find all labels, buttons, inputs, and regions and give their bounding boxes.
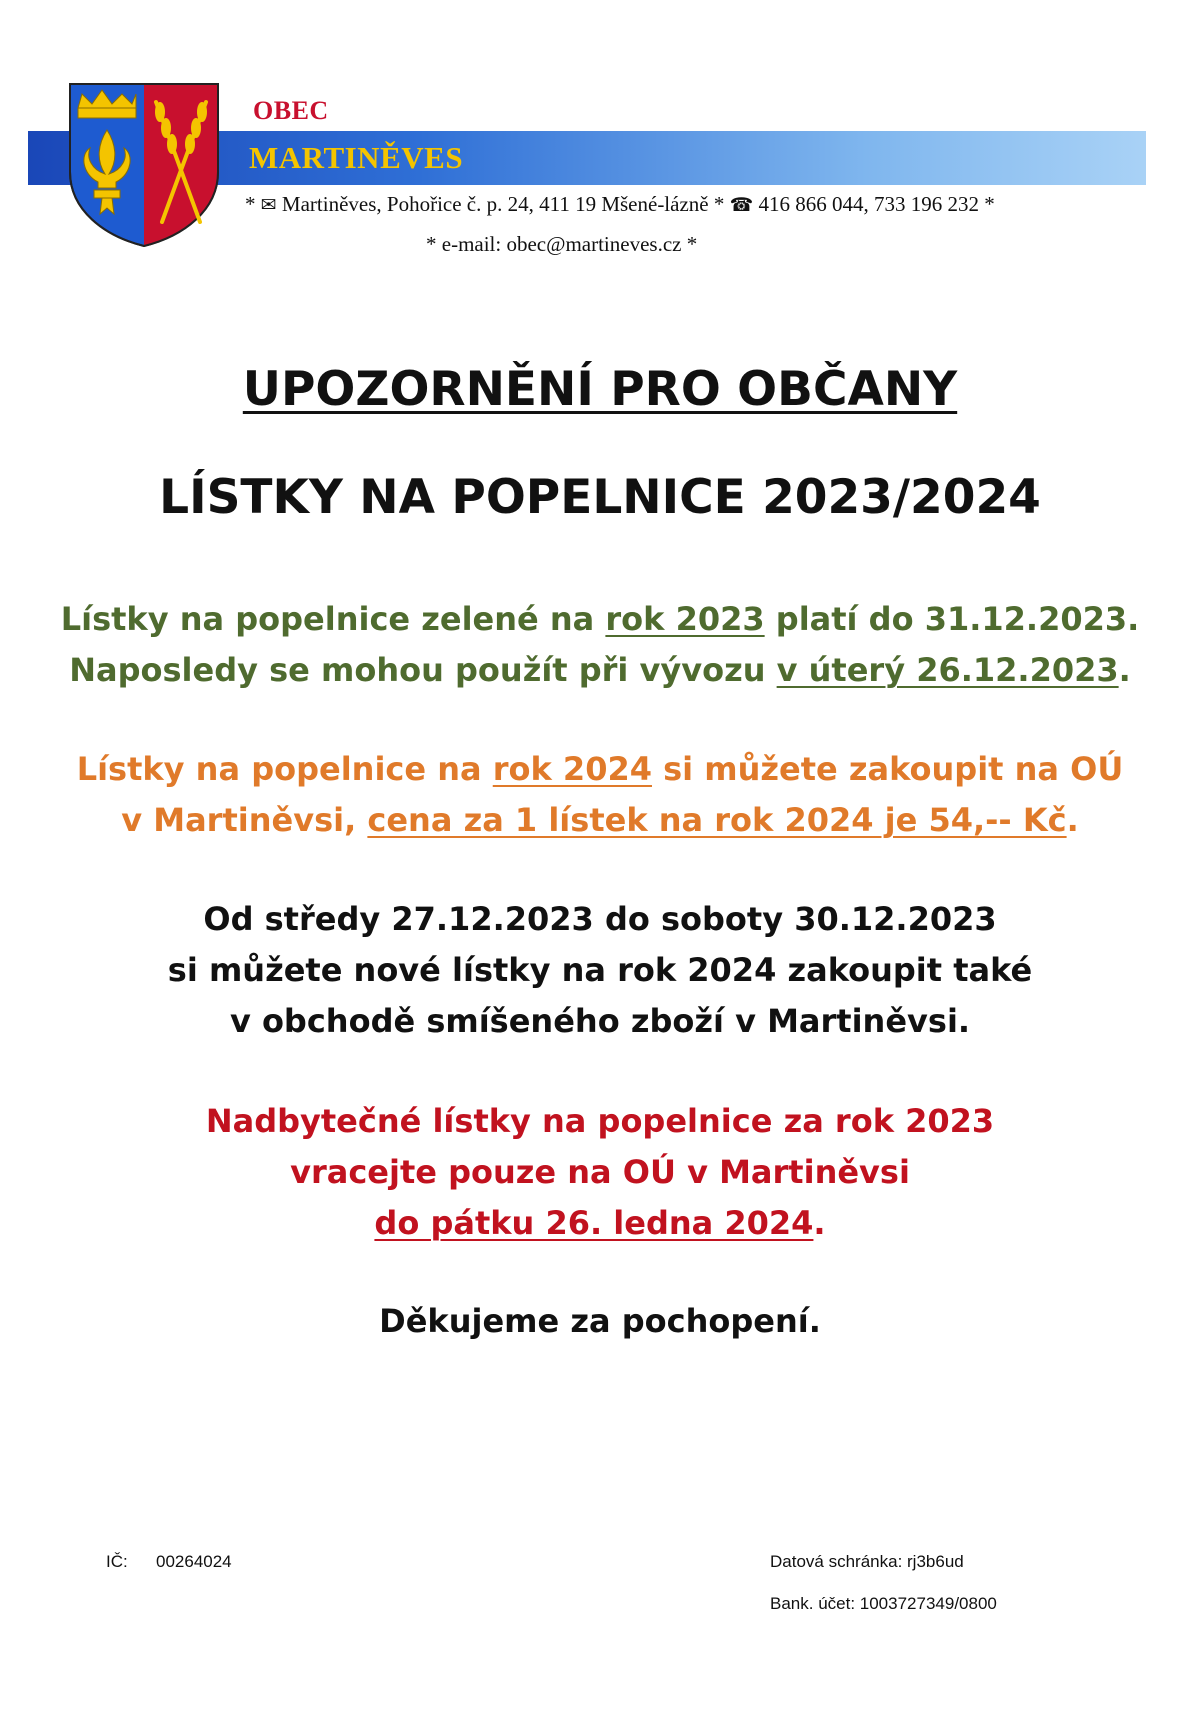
envelope-icon: ✉ (260, 194, 277, 216)
paragraph-return-tickets: Nadbytečné lístky na popelnice za rok 2023 vracejte pouze na OÚ v Martiněvsi do pátku 26. ledna 2024. (205, 1102, 995, 1242)
address-text: Martiněves, Pohořice č. p. 24, 411 19 Mšené-lázně * (281, 192, 730, 216)
paragraph-2024-purchase: Lístky na popelnice na rok 2024 si můžete zakoupit na OÚ v Martiněvsi, cena za 1 lístek na rok 2024 je 54,-- Kč. (76, 750, 1124, 839)
paragraph-2023-validity: Lístky na popelnice zelené na rok 2023 platí do 31.12.2023. Naposledy se mohou použít při vývozu v úterý 26.12.2023. (60, 600, 1140, 689)
coat-of-arms-logo (68, 82, 220, 248)
header-email-line: * e-mail: obec@martineves.cz * (426, 232, 698, 256)
footer-bank-account: Bank. účet: 1003727349/0800 (770, 1594, 997, 1613)
thanks-line: Děkujeme za pochopení. (379, 1302, 821, 1340)
notice-title: UPOZORNĚNÍ PRO OBČANY (242, 362, 958, 417)
paragraph-shop-sale: Od středy 27.12.2023 do soboty 30.12.2023 si můžete nové lístky na rok 2024 zakoupit také v obchodě smíšeného zboží v Martiněvsi. (167, 900, 1033, 1040)
address-prefix: * (245, 192, 261, 216)
header-address-line (245, 192, 1145, 217)
footer-ic-value: 00264024 (156, 1552, 232, 1571)
footer-ic-label: IČ: (106, 1552, 128, 1571)
phone-icon: ☎ (729, 194, 754, 216)
subject-title: LÍSTKY NA POPELNICE 2023/2024 (159, 470, 1041, 525)
header-obec-label: OBEC (253, 96, 329, 125)
phone-numbers: 416 866 044, 733 196 232 * (758, 192, 995, 216)
header-town-name: MARTINĚVES (249, 140, 464, 175)
footer-data-box: Datová schránka: rj3b6ud (770, 1552, 964, 1571)
